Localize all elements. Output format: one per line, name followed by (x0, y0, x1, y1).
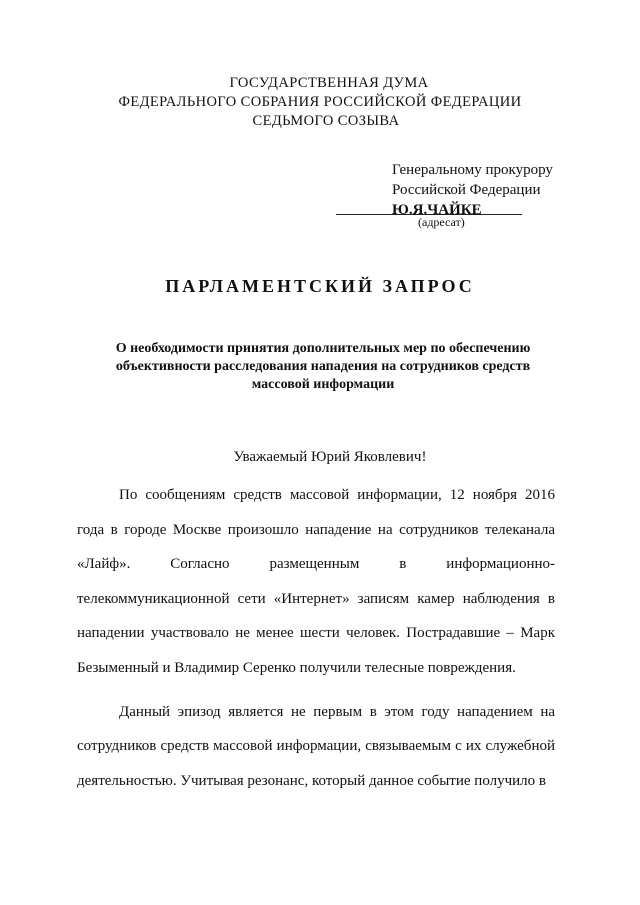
header-line-assembly: ФЕДЕРАЛЬНОГО СОБРАНИЯ РОССИЙСКОЙ ФЕДЕРАЦИИ (118, 94, 522, 110)
addressee-caption: (адресат) (418, 215, 465, 229)
header-line-convocation: СЕДЬМОГО СОЗЫВА (252, 113, 400, 129)
document-header (0, 74, 640, 131)
document-title: ПАРЛАМЕНТСКИЙ ЗАПРОС (165, 276, 475, 296)
addressee-name: Ю.Я.ЧАЙКЕ (392, 202, 482, 218)
header-line-duma: ГОСУДАРСТВЕННАЯ ДУМА (229, 75, 429, 91)
greeting: Уважаемый Юрий Яковлевич! (233, 449, 427, 465)
addressee-block (392, 160, 572, 220)
addressee-country: Российской Федерации (392, 182, 541, 198)
paragraph: Данный эпизод является не первым в этом году нападением на сотрудников средств массовой информации, связываемым с их служебной деятельностью. Учитывая резонанс, который данное событие получило в (77, 703, 555, 789)
document-subject: О необходимости принятия дополнительных мер по обеспечению объективности расследования нападения на сотрудников средств массовой информации (115, 341, 531, 392)
document-body (77, 478, 555, 807)
addressee-position: Генеральному прокурору (392, 162, 553, 178)
paragraph: По сообщениям средств массовой информации, 12 ноября 2016 года в городе Москве произошло нападение на сотрудников телеканала «Лайф». Согласно размещенным в информационно-телекоммуникационной сети «Интернет» записям камер наблюдения в нападении участвовало не менее шести человек. Пострадавшие – Марк Безыменный и Владимир Серенко получили телесные повреждения. (77, 487, 555, 676)
